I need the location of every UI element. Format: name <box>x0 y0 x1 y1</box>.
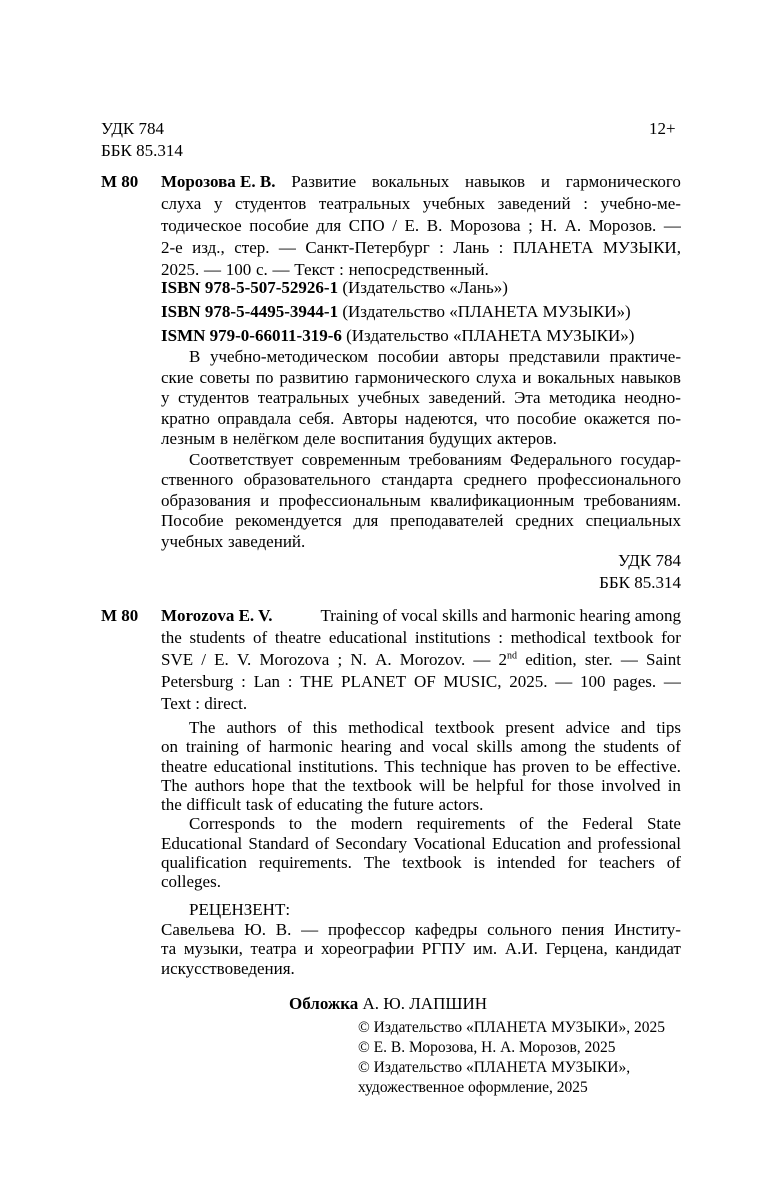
reviewer-text <box>161 920 681 979</box>
entry-line: Morozova E. V. Training of vocal skills and harmonic hearing among <box>161 606 681 625</box>
en-author-mark: M 80 <box>101 606 139 625</box>
text-line: qualification requirements. The textbook is intended for teachers of <box>161 853 681 873</box>
text-line: ские советы по развитию гармонического слуха и вокальных навыков <box>161 367 681 387</box>
text-line: The authors hope that the textbook will be helpful for those involved in <box>161 775 681 795</box>
copyright-block <box>358 1018 665 1098</box>
text-line: Морозова Е. В. Развитие вокальных навыков и гармонического <box>161 172 681 191</box>
ru-author-mark: М 80 <box>101 172 139 191</box>
text-line: тодическое пособие для СПО / Е. В. Морозова ; Н. А. Морозов. — <box>161 216 681 235</box>
text-line: учебных заведений. <box>161 531 306 551</box>
text-line: on training of harmonic hearing and vocal skills among the students of <box>161 737 681 757</box>
text-line: образования и профессиональным квалификационным требованиям. <box>161 490 681 510</box>
cover-credit <box>289 993 487 1015</box>
copyright-line: художественное оформление, 2025 <box>358 1079 588 1096</box>
text-line: В учебно-методическом пособии авторы представили практиче- <box>189 347 681 366</box>
text-line: искусствоведения. <box>161 958 295 978</box>
ismn-line: ISMN 979-0-66011-319-6 (Издательство «ПЛАНЕТА МУЗЫКИ») <box>161 326 635 345</box>
copyright-line: © Издательство «ПЛАНЕТА МУЗЫКИ», <box>358 1059 631 1076</box>
udk-code-repeat: УДК 784 <box>617 551 681 570</box>
text-line: слуха у студентов театральных учебных заведений : учебно-ме- <box>161 194 681 213</box>
copyright-line: © Издательство «ПЛАНЕТА МУЗЫКИ», 2025 <box>358 1019 665 1036</box>
isbn-line: ISBN 978-5-507-52926-1 (Издательство «Лань») <box>161 278 508 297</box>
isbn-list <box>161 277 681 349</box>
ru-abstract <box>161 347 681 552</box>
text-line: 2025. — 100 с. — Текст : непосредственный. <box>161 260 489 279</box>
text-line: 2-е изд., стер. — Санкт-Петербург : Лань : ПЛАНЕТА МУЗЫКИ, <box>161 238 681 257</box>
text-line: theatre educational institutions. This technique has proven to be effective. <box>161 756 681 776</box>
cover-label: Обложка <box>289 994 359 1013</box>
cover-artist: А. Ю. ЛАПШИН <box>362 994 488 1013</box>
ru-bibliographic-entry <box>161 171 681 281</box>
text-line: ственного образовательного стандарта среднего профессионального <box>161 470 681 489</box>
en-abstract <box>161 718 681 892</box>
entry-line: Petersburg : Lan : THE PLANET OF MUSIC, 2025. — 100 pages. — <box>161 672 681 691</box>
text-line: Соответствует современным требованиям Федерального государ- <box>189 449 681 469</box>
text-line: лезным в нелёгком деле воспитания будущих актеров. <box>161 429 557 448</box>
text-line: та музыки, театра и хореографии РГПУ им. А.И. Герцена, кандидат <box>161 939 681 958</box>
copyright-line: © Е. В. Морозова, Н. А. Морозов, 2025 <box>358 1039 616 1056</box>
udk-code: УДК 784 <box>101 119 165 138</box>
age-rating: 12+ <box>649 119 676 138</box>
text-line: Corresponds to the modern requirements of the Federal State <box>189 814 681 834</box>
entry-line: Text : direct. <box>161 694 248 713</box>
text-line: у студентов театральных учебных заведений. Эта методика неодно- <box>161 388 681 407</box>
text-line: кратно оправдала себя. Авторы надеются, что пособие окажется по- <box>161 408 681 428</box>
text-line: The authors of this methodical textbook present advice and tips <box>189 718 681 737</box>
isbn-line: ISBN 978-5-4495-3944-1 (Издательство «ПЛАНЕТА МУЗЫКИ») <box>161 302 631 321</box>
entry-line: SVE / E. V. Morozova ; N. A. Morozov. — 2nd edition, ster. — Saint <box>161 650 681 669</box>
reviewer-block <box>161 900 681 978</box>
text-line: the difficult task of educating the future actors. <box>161 795 484 815</box>
entry-line: the students of theatre educational institutions : methodical textbook for <box>161 628 681 647</box>
text-line: Пособие рекомендуется для преподавателей средних специальных <box>161 511 681 530</box>
text-line: Educational Standard of Secondary Vocational Education and professional <box>161 833 681 853</box>
bbk-code-repeat: ББК 85.314 <box>599 573 681 592</box>
text-line: colleges. <box>161 872 221 892</box>
bbk-code: ББК 85.314 <box>101 141 183 160</box>
text-line: Савельева Ю. В. — профессор кафедры сольного пения Институ- <box>161 919 681 939</box>
reviewer-heading: РЕЦЕНЗЕНТ: <box>189 900 291 919</box>
en-bibliographic-entry <box>161 605 681 715</box>
